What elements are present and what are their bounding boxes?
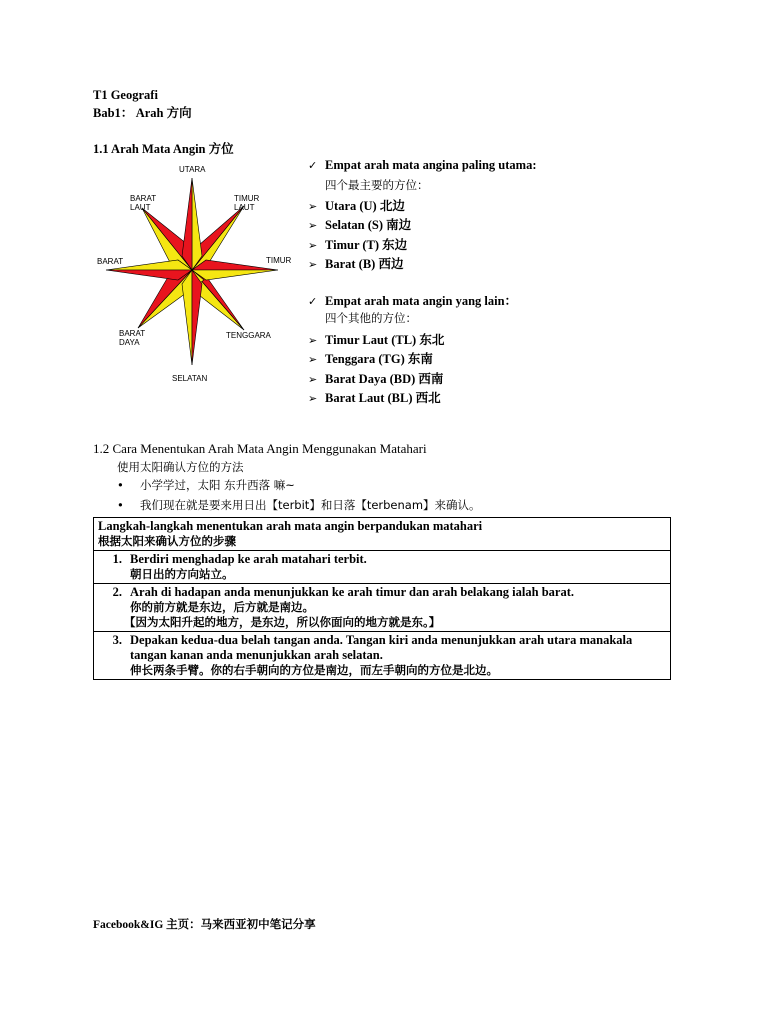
list2-subtitle: 四个其他的方位： — [325, 311, 417, 325]
table-title: Langkah-langkah menentukan arah mata angin berpandukan matahari — [98, 519, 483, 533]
chapter-title: Bab1： Arah 方向 — [93, 106, 192, 120]
list2-title-row — [308, 291, 517, 309]
list-item: ➢ Utara (U) 北边 — [308, 199, 405, 213]
arrow-bullet-icon: ➢ — [308, 334, 318, 347]
section1-heading: 1.1 Arah Mata Angin 方位 — [93, 142, 234, 156]
bullet-item: • 小学学过，太阳 东升西落 嘛~ — [117, 478, 295, 492]
list-item: ➢ Barat Daya (BD) 西南 — [308, 372, 444, 386]
list1-title: Empat arah mata angina paling utama: — [325, 158, 537, 172]
bullet-item: • 我们现在就是要来用日出【terbit】和日落【terbenam】来确认。 — [117, 498, 481, 512]
list-item: ➢ Selatan (S) 南边 — [308, 218, 412, 232]
compass-label-southwest: BARAT DAYA — [119, 329, 146, 347]
list-item: ➢ Tenggara (TG) 东南 — [308, 352, 433, 366]
step-text-cn: 朝日出的方向站立。 — [130, 567, 234, 581]
step-text-cn: 伸长两条手臂。你的右手朝向的方位是南边，而左手朝向的方位是北边。 — [130, 663, 498, 677]
table-title-cn: 根据太阳来确认方位的步骤 — [98, 534, 236, 548]
step-number: 3. — [112, 633, 122, 647]
step-text-cn-note: 【因为太阳升起的地方，是东边，所以你面向的地方就是东。】 — [124, 615, 441, 629]
table-row — [94, 551, 671, 584]
list-item: ➢ Barat Laut (BL) 西北 — [308, 391, 441, 405]
table-row — [94, 632, 671, 680]
compass-label-east: TIMUR — [266, 256, 292, 265]
arrow-bullet-icon: ➢ — [308, 258, 318, 271]
list-item: ➢ Timur (T) 东边 — [308, 238, 408, 252]
table-row — [94, 584, 671, 632]
doc-title: T1 Geografi — [93, 88, 158, 102]
compass-label-west: BARAT — [97, 257, 124, 266]
arrow-bullet-icon: ➢ — [308, 392, 318, 405]
step-text: Depakan kedua-dua belah tangan anda. Tangan kiri anda menunjukkan arah utara manakala tangan kanan anda menunjukkan arah selatan. — [130, 633, 633, 662]
section2-heading: 1.2 Cara Menentukan Arah Mata Angin Menggunakan Matahari — [93, 441, 427, 456]
arrow-bullet-icon: ➢ — [308, 353, 318, 366]
step-text: Arah di hadapan anda menunjukkan ke arah timur dan arah belakang ialah barat. — [130, 585, 574, 599]
steps-table — [93, 517, 671, 680]
checkmark-icon: ✓ — [308, 159, 318, 172]
compass-label-northwest: BARAT LAUT — [130, 194, 157, 212]
section2-subheading: 使用太阳确认方位的方法 — [117, 460, 244, 474]
compass-rose — [92, 160, 302, 390]
arrow-bullet-icon: ➢ — [308, 200, 318, 213]
compass-label-north: UTARA — [179, 165, 206, 174]
step-text: Berdiri menghadap ke arah matahari terbit. — [130, 552, 367, 566]
compass-label-south: SELATAN — [172, 374, 208, 383]
arrow-bullet-icon: ➢ — [308, 219, 318, 232]
table-header-row — [94, 518, 671, 551]
list1-subtitle: 四个最主要的方位： — [325, 178, 429, 192]
compass-label-southeast: TENGGARA — [226, 331, 271, 340]
compass-label-northeast: TIMUR LAUT — [234, 194, 260, 212]
list-item: ➢ Barat (B) 西边 — [308, 257, 404, 271]
list-item: ➢ Timur Laut (TL) 东北 — [308, 333, 445, 347]
bullet-dot-icon: • — [117, 478, 124, 492]
step-number: 2. — [112, 585, 122, 599]
step-text-cn: 你的前方就是东边，后方就是南边。 — [130, 600, 314, 614]
footer-text: Facebook&IG 主页：马来西亚初中笔记分享 — [93, 919, 316, 931]
compass-rose-graphic — [92, 160, 302, 390]
list1-title-row — [308, 158, 536, 173]
arrow-bullet-icon: ➢ — [308, 239, 318, 252]
arrow-bullet-icon: ➢ — [308, 373, 318, 386]
step-number: 1. — [112, 552, 122, 566]
bullet-dot-icon: • — [117, 498, 124, 512]
list2-title: Empat arah mata angin yang lain： — [325, 294, 518, 308]
table-header-cell — [94, 518, 671, 551]
checkmark-icon: ✓ — [308, 295, 318, 308]
